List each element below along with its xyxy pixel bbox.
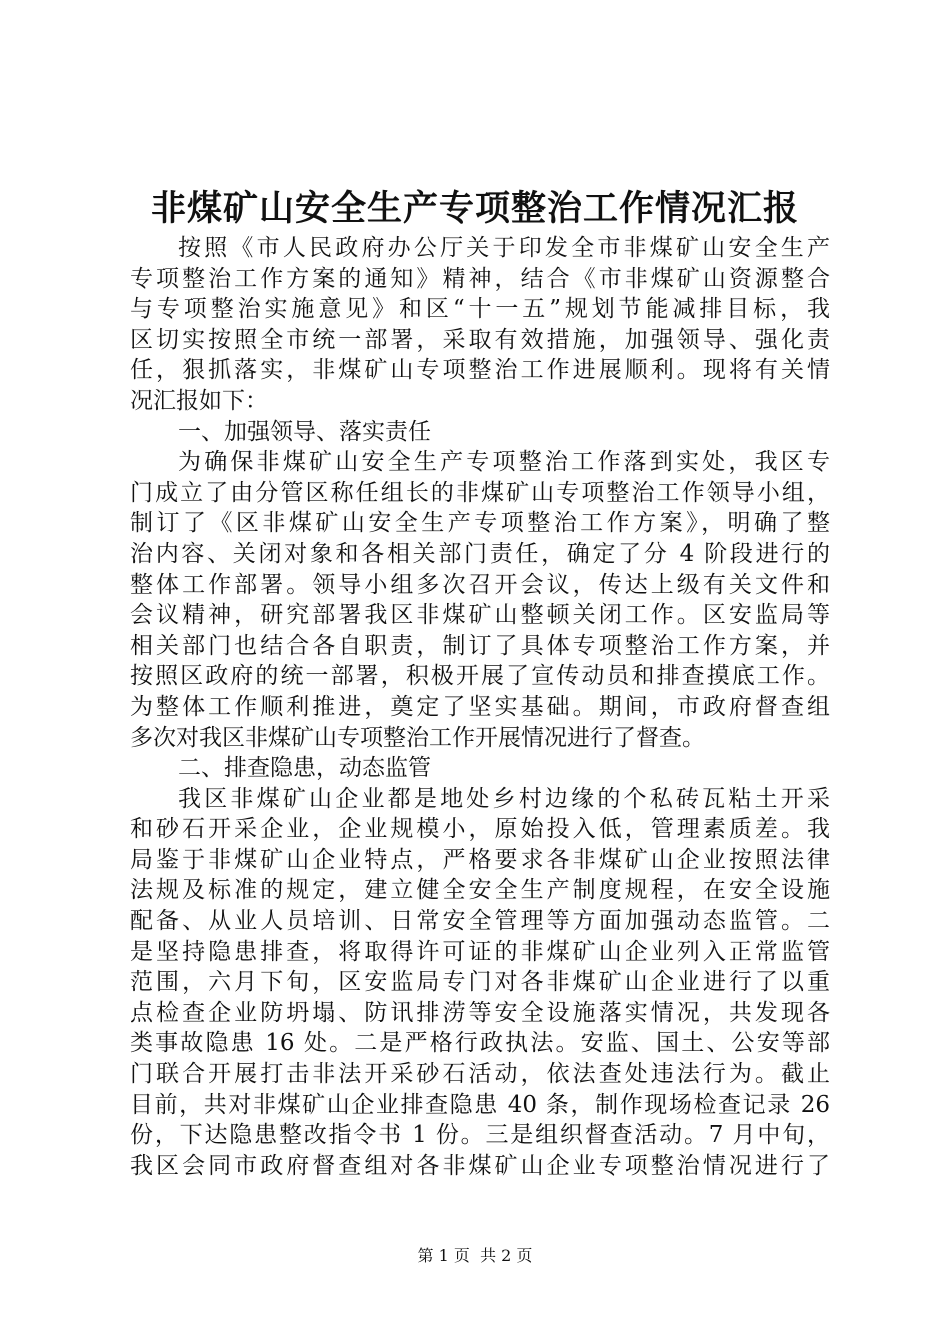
body-line: 二、排查隐患，动态监管	[178, 755, 431, 782]
body-line: 整体工作部署。领导小组多次召开会议，传达上级有关文件和	[130, 571, 830, 598]
body-line: 与专项整治实施意见》和区“十一五”规划节能减排目标，我	[130, 296, 830, 323]
body-line: 局鉴于非煤矿山企业特点，严格要求各非煤矿山企业按照法律	[130, 846, 830, 873]
body-line: 和砂石开采企业，企业规模小，原始投入低，管理素质差。我	[130, 816, 830, 843]
body-line: 会议精神，研究部署我区非煤矿山整顿关闭工作。区安监局等	[130, 602, 830, 629]
body-line: 多次对我区非煤矿山专项整治工作开展情况进行了督查。	[130, 724, 705, 751]
document-body	[130, 233, 830, 1181]
body-line: 份，下达隐患整改指令书 1 份。三是组织督查活动。7 月中旬，	[130, 1122, 830, 1149]
body-line: 一、加强领导、落实责任	[178, 418, 431, 445]
page-footer	[0, 1244, 950, 1268]
document-title: 非煤矿山安全生产专项整治工作情况汇报	[150, 188, 799, 229]
body-line: 目前，共对非煤矿山企业排查隐患 40 条，制作现场检查记录 26	[130, 1091, 830, 1118]
body-line: 按照区政府的统一部署，积极开展了宣传动员和排查摸底工作。	[130, 663, 830, 690]
body-line: 配备、从业人员培训、日常安全管理等方面加强动态监管。二	[130, 908, 830, 935]
body-line: 为确保非煤矿山安全生产专项整治工作落到实处，我区专	[178, 449, 830, 476]
body-line: 类事故隐患 16 处。二是严格行政执法。安监、国土、公安等部	[130, 1030, 830, 1057]
body-line: 治内容、关闭对象和各相关部门责任，确定了分 4 阶段进行的	[130, 540, 830, 567]
body-line: 区切实按照全市统一部署，采取有效措施，加强领导、强化责	[130, 326, 830, 353]
body-line: 为整体工作顺利推进，奠定了坚实基础。期间，市政府督查组	[130, 693, 830, 720]
body-line: 门成立了由分管区称任组长的非煤矿山专项整治工作领导小组，	[130, 479, 830, 506]
body-line: 我区会同市政府督查组对各非煤矿山企业专项整治情况进行了	[130, 1152, 830, 1179]
body-line: 点检查企业防坍塌、防讯排涝等安全设施落实情况，共发现各	[130, 999, 830, 1026]
body-line: 是坚持隐患排查，将取得许可证的非煤矿山企业列入正常监管	[130, 938, 830, 965]
body-line: 法规及标准的规定，建立健全安全生产制度规程，在安全设施	[130, 877, 830, 904]
body-line: 门联合开展打击非法开采砂石活动，依法查处违法行为。截止	[130, 1061, 830, 1088]
body-line: 任，狠抓落实，非煤矿山专项整治工作进展顺利。现将有关情	[130, 357, 830, 384]
body-line: 相关部门也结合各自职责，制订了具体专项整治工作方案，并	[130, 632, 830, 659]
body-line: 范围，六月下旬，区安监局专门对各非煤矿山企业进行了以重	[130, 969, 830, 996]
body-line: 我区非煤矿山企业都是地处乡村边缘的个私砖瓦粘土开采	[178, 785, 830, 812]
body-line: 况汇报如下：	[130, 387, 268, 414]
body-line: 按照《市人民政府办公厅关于印发全市非煤矿山安全生产	[178, 235, 830, 261]
body-line: 制订了《区非煤矿山安全生产专项整治工作方案》，明确了整	[130, 510, 830, 537]
body-line: 专项整治工作方案的通知》精神，结合《市非煤矿山资源整合	[130, 265, 830, 292]
page-number-label: 第 1 页 共 2 页	[417, 1246, 533, 1265]
